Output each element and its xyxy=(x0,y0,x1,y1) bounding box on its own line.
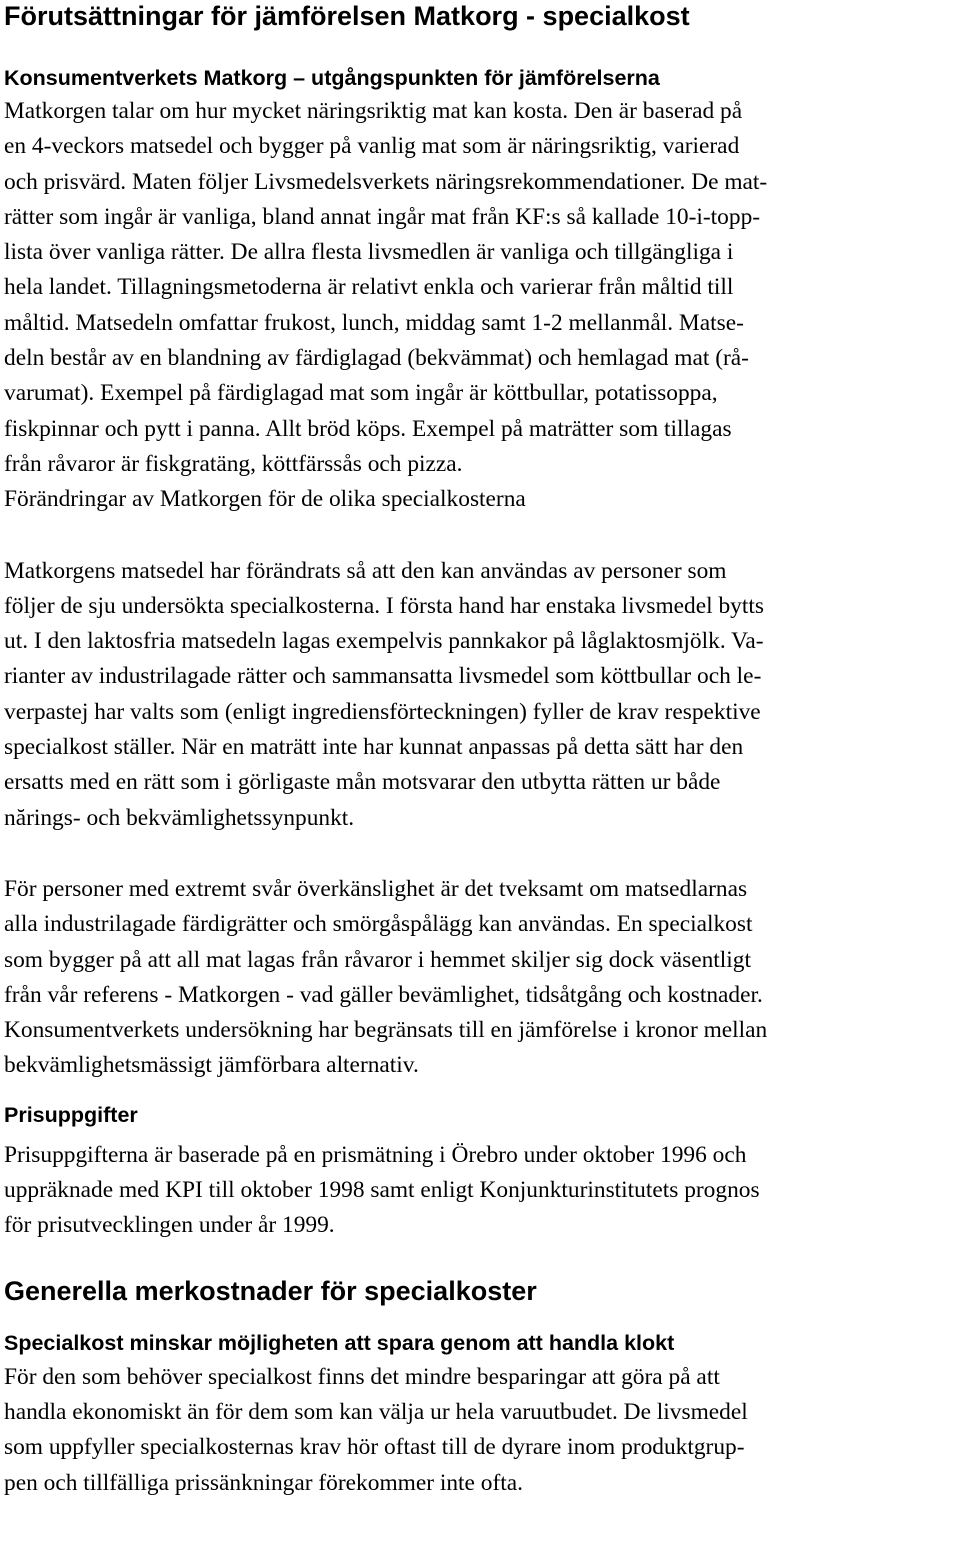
text-line: måltid. Matsedeln omfattar frukost, lunch, middag samt 1-2 mellanmål. Matse- xyxy=(4,309,744,336)
text-line: lista över vanliga rätter. De allra flesta livsmedlen är vanliga och tillgängliga i xyxy=(4,239,734,266)
paragraph-prisuppgifter xyxy=(4,1138,956,1244)
text-line: För personer med extremt svår överkänslighet är det tveksamt om matsedlarnas xyxy=(4,875,748,902)
text-line: deln består av en blandning av färdiglagad (bekvämmat) och hemlagad mat (rå- xyxy=(4,345,749,372)
paragraph-forandringar-2 xyxy=(4,872,956,1084)
paragraph-merkostnader xyxy=(4,1360,956,1501)
text-line: pen och tillfälliga prissänkningar förekommer inte ofta. xyxy=(4,1469,523,1496)
text-line: bekvämlighetsmässigt jämförbara alternativ. xyxy=(4,1052,419,1079)
text-line: specialkost ställer. När en maträtt inte har kunnat anpassas på detta sätt har den xyxy=(4,734,744,761)
text-line: varumat). Exempel på färdiglagad mat som ingår är köttbullar, potatissoppa, xyxy=(4,380,718,407)
text-line: som bygger på att all mat lagas från råvaror i hemmet skiljer sig dock väsentligt xyxy=(4,946,751,973)
text-line: nărings- och bekvämlighetssynpunkt. xyxy=(4,804,355,831)
text-line: ut. I den laktosfria matsedeln lagas exempelvis pannkakor på låglaktosmjölk. Va- xyxy=(4,628,764,655)
section-heading-forandringar: Förändringar av Matkorgen för de olika specialkosterna xyxy=(4,486,526,513)
text-line: som uppfyller specialkosternas krav hör oftast till de dyrare inom produktgrup- xyxy=(4,1434,745,1461)
text-line: handla ekonomiskt än för dem som kan välja ur hela varuutbudet. De livsmedel xyxy=(4,1398,748,1425)
text-line: För den som behöver specialkost finns det mindre besparingar att göra på att xyxy=(4,1363,720,1390)
text-line: fiskpinnar och pytt i panna. Allt bröd köps. Exempel på maträtter som tillagas xyxy=(4,415,732,442)
text-line: från råvaror är fiskgratäng, köttfärssås och pizza. xyxy=(4,450,463,477)
text-line: Prisuppgifterna är baserade på en prismätning i Örebro under oktober 1996 och xyxy=(4,1141,747,1168)
text-line: alla industrilagade färdigrätter och smörgåspålägg kan användas. En specialkost xyxy=(4,911,753,938)
document-page xyxy=(4,0,956,1501)
section-heading-matkorg: Konsumentverkets Matkorg – utgångspunkten för jämförelserna xyxy=(4,66,660,90)
text-line: rätter som ingår är vanliga, bland annat ingår mat från KF:s så kallade 10-i-topp- xyxy=(4,203,761,230)
text-line: rianter av industrilagade rätter och sammansatta livsmedel som köttbullar och le- xyxy=(4,663,762,690)
text-line: en 4-veckors matsedel och bygger på vanlig mat som är näringsriktig, varierad xyxy=(4,133,740,160)
page-title: Förutsättningar för jämförelsen Matkorg - specialkost xyxy=(4,1,690,31)
text-line: och prisvärd. Maten följer Livsmedelsverkets näringsrekommendationer. De mat- xyxy=(4,168,768,195)
text-line: Matkorgens matsedel har förändrats så att den kan användas av personer som xyxy=(4,557,727,584)
paragraph-forandringar-1 xyxy=(4,554,956,836)
section-heading-merkostnader: Generella merkostnader för specialkoster xyxy=(4,1275,537,1306)
paragraph-matkorg xyxy=(4,94,956,482)
text-line: följer de sju undersökta specialkosterna. I första hand har enstaka livsmedel bytts xyxy=(4,592,764,619)
text-line: från vår referens - Matkorgen - vad gäller bevämlighet, tidsåtgång och kostnader. xyxy=(4,981,763,1008)
text-line: verpastej har valts som (enligt ingrediensförteckningen) fyller de krav respektive xyxy=(4,698,761,725)
text-line: för prisutvecklingen under år 1999. xyxy=(4,1212,335,1239)
subheading-spara: Specialkost minskar möjligheten att spara genom att handla klokt xyxy=(4,1330,675,1355)
text-line: Matkorgen talar om hur mycket näringsriktig mat kan kosta. Den är baserad på xyxy=(4,98,743,124)
section-heading-prisuppgifter: Prisuppgifter xyxy=(4,1102,138,1127)
text-line: uppräknade med KPI till oktober 1998 samt enligt Konjunkturinstitutets prognos xyxy=(4,1177,760,1204)
text-line: Konsumentverkets undersökning har begränsats till en jämförelse i kronor mellan xyxy=(4,1017,768,1044)
text-line: ersatts med en rätt som i görligaste mån motsvarar den utbytta rätten ur både xyxy=(4,769,721,796)
text-line: hela landet. Tillagningsmetoderna är relativt enkla och varierar från måltid till xyxy=(4,274,734,301)
